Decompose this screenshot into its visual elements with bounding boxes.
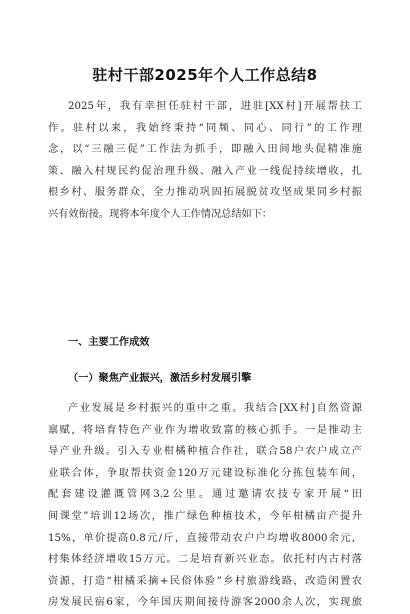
paragraph-line: 2025年，我有幸担任驻村干部，进驻[XX村]开展帮扶工	[68, 101, 362, 112]
paragraph-line: 房发展民宿6家，今年国庆期间接待游客2000余人次，实现旅	[48, 597, 362, 609]
document-title: 驻村干部2025年个人工作总结8	[92, 66, 318, 84]
section-heading: 一、主要工作成效	[68, 337, 150, 348]
paragraph-line: 导产业升级。引入专业柑橘种植合作社，联合58户农户成立产	[48, 446, 362, 458]
paragraph-line: 产业发展是乡村振兴的重中之重。我结合[XX村]自然资源	[68, 403, 362, 414]
subsection-heading: （一）聚焦产业振兴，激活乡村发展引擎	[68, 373, 252, 384]
paragraph-line: 业联合体，争取帮扶资金120万元建设标准化分拣包装车间，	[48, 467, 362, 479]
paragraph-line: 配套建设灌溉管网3.2公里。通过邀请农技专家开展“田	[48, 489, 362, 501]
industry-paragraph	[48, 398, 362, 614]
paragraph-line: 念，以“三融三促”工作法为抓手，即融入田间地头促精准施	[48, 144, 362, 156]
paragraph-line: 禀赋，将培育特色产业作为增收致富的核心抓手。一是推动主	[48, 424, 362, 436]
paragraph-line: 根乡村、服务群众，全力推动巩固拓展脱贫攻坚成果同乡村振	[48, 187, 362, 199]
paragraph-line: 村集体经济增收15万元。二是培育新兴业态。依托村内古村落	[48, 554, 362, 566]
paragraph-line: 策、融入村规民约促治理升级、融入产业一线促持续增收，扎	[48, 165, 362, 177]
paragraph-line: 15%，单价提高0.8元/斤，直接带动农户户均增收8000余元，	[48, 532, 362, 544]
paragraph-line: 资源，打造“柑橘采摘+民俗体验”乡村旅游线路，改造闲置农	[48, 575, 362, 587]
paragraph-line: 作。驻村以来，我始终秉持“同频、同心、同行”的工作理	[48, 122, 362, 134]
paragraph-line: 间课堂”培训12场次，推广绿色种植技术，今年柑橘亩产提升	[48, 510, 362, 522]
paragraph-line: 兴有效衔接。现将本年度个人工作情况总结如下：	[48, 208, 273, 220]
intro-paragraph	[48, 96, 362, 226]
